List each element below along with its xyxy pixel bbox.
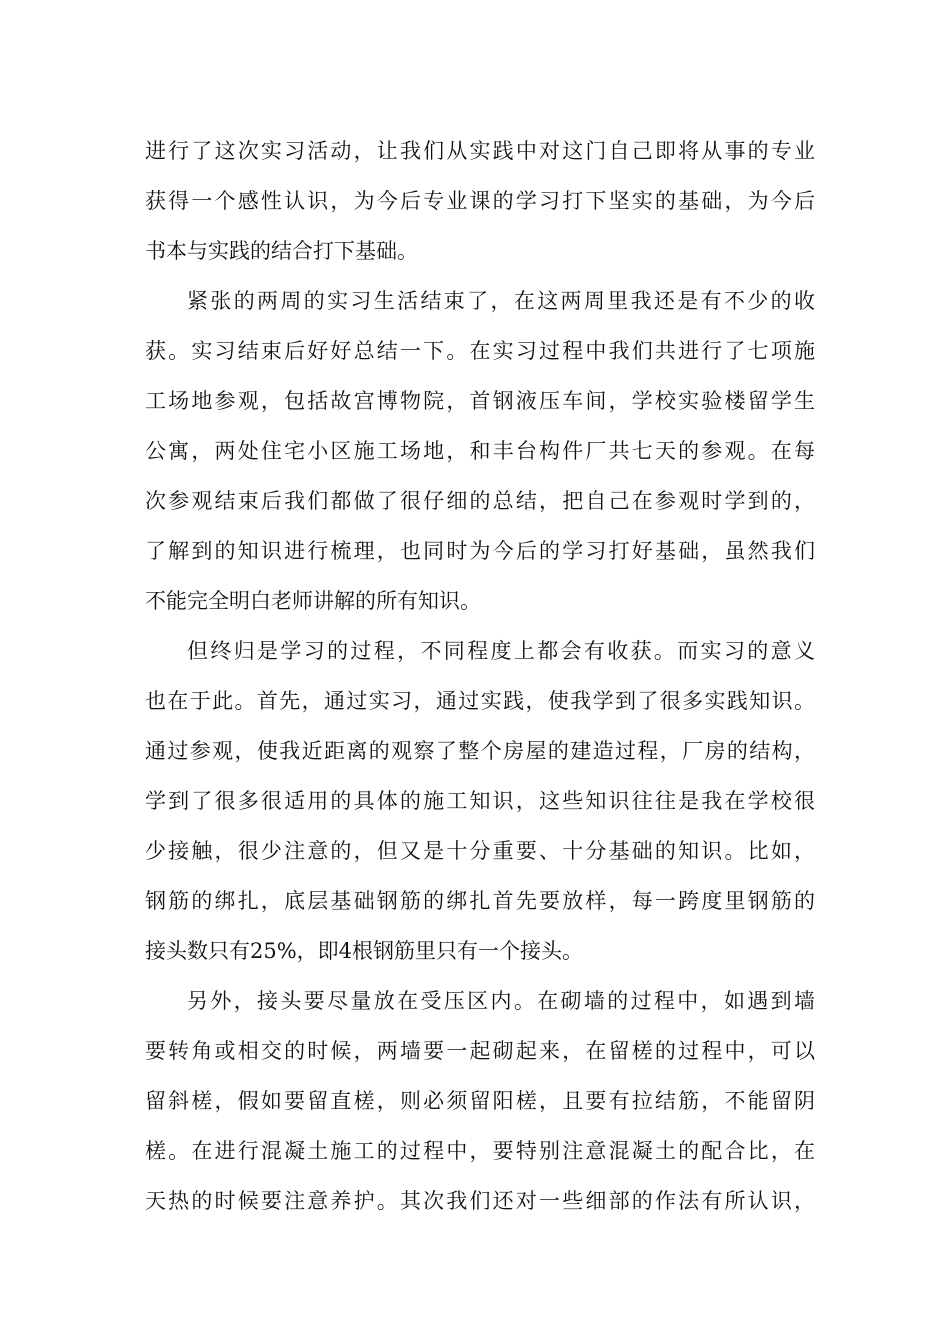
text-line: 获。实习结束后好好总结一下。在实习过程中我们共进行了七项施 — [145, 339, 815, 363]
text-line: 次参观结束后我们都做了很仔细的总结，把自己在参观时学到的， — [145, 489, 815, 513]
text-line: 天热的时候要注意养护。其次我们还对一些细部的作法有所认识， — [145, 1189, 815, 1213]
text-line: 不能完全明白老师讲解的所有知识。 — [145, 589, 481, 613]
text-line: 槎。在进行混凝土施工的过程中，要特别注意混凝土的配合比，在 — [145, 1139, 815, 1163]
text-line: 留斜槎，假如要留直槎，则必须留阳槎，且要有拉结筋，不能留阴 — [145, 1089, 815, 1113]
text-line: 另外，接头要尽量放在受压区内。在砌墙的过程中，如遇到墙 — [187, 989, 815, 1013]
text-line: 少接触，很少注意的，但又是十分重要、十分基础的知识。比如， — [145, 839, 815, 863]
text-line: 进行了这次实习活动，让我们从实践中对这门自己即将从事的专业 — [145, 139, 815, 163]
text-line: 书本与实践的结合打下基础。 — [145, 239, 418, 263]
text-line: 但终归是学习的过程，不同程度上都会有收获。而实习的意义 — [187, 639, 815, 663]
text-line: 通过参观，使我近距离的观察了整个房屋的建造过程，厂房的结构， — [145, 739, 815, 763]
text-line: 要转角或相交的时候，两墙要一起砌起来，在留槎的过程中，可以 — [145, 1039, 815, 1063]
text-line: 了解到的知识进行梳理，也同时为今后的学习打好基础，虽然我们 — [145, 539, 815, 563]
text-line: 紧张的两周的实习生活结束了，在这两周里我还是有不少的收 — [187, 289, 815, 313]
text-line: 工场地参观，包括故宫博物院，首钢液压车间，学校实验楼留学生 — [145, 389, 815, 413]
text-line: 公寓，两处住宅小区施工场地，和丰台构件厂共七天的参观。在每 — [145, 439, 815, 463]
text-line: 获得一个感性认识，为今后专业课的学习打下坚实的基础，为今后 — [145, 189, 815, 213]
text-line: 钢筋的绑扎，底层基础钢筋的绑扎首先要放样，每一跨度里钢筋的 — [145, 889, 815, 913]
text-line: 学到了很多很适用的具体的施工知识，这些知识往往是我在学校很 — [145, 789, 815, 813]
text-line: 接头数只有25%，即4根钢筋里只有一个接头。 — [145, 939, 584, 963]
text-line: 也在于此。首先，通过实习，通过实践，使我学到了很多实践知识。 — [145, 689, 815, 713]
